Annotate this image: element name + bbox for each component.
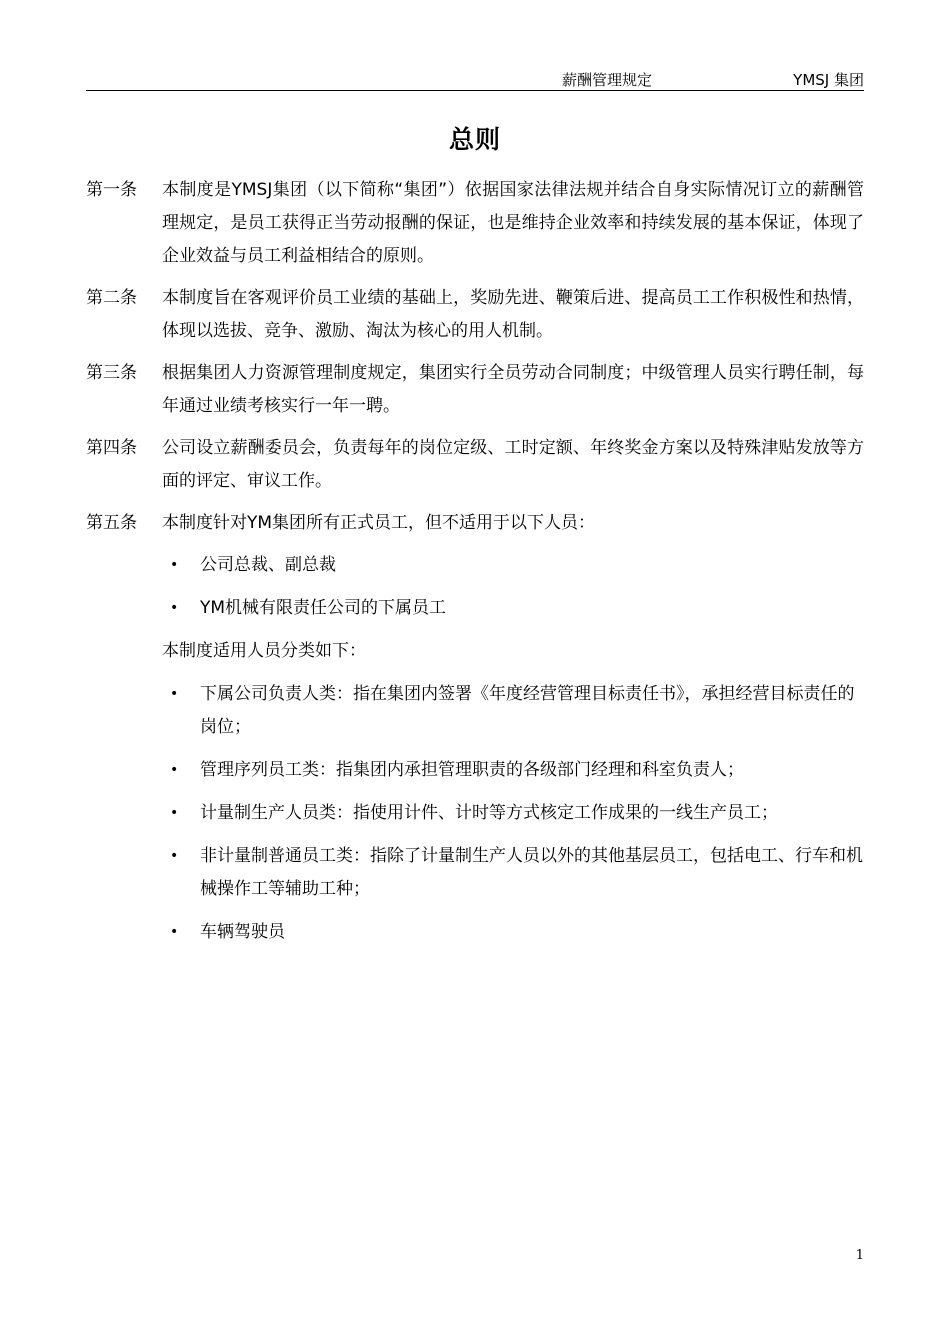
list-item-text: 管理序列员工类：指集团内承担管理职责的各级部门经理和科室负责人； (200, 760, 744, 780)
list-item-text: 非计量制普通员工类：指除了计量制生产人员以外的其他基层员工，包括电工、行车和机械操作工等辅助工种； (200, 846, 863, 899)
category-list (86, 678, 864, 949)
article-text: 本制度旨在客观评价员工业绩的基础上，奖励先进、鞭策后进、提高员工工作积极性和热情，体现以选拔、竞争、激励、淘汰为核心的用人机制。 (162, 288, 864, 341)
article-3 (86, 357, 864, 423)
article-label: 第四条 (86, 438, 137, 458)
article-label: 第三条 (86, 363, 137, 383)
bullet-icon: • (170, 600, 179, 616)
header-doc-title: 薪酬管理规定 (562, 71, 653, 89)
page-header (86, 68, 864, 91)
bullet-icon: • (170, 557, 179, 573)
article-label: 第五条 (86, 513, 137, 533)
list-item (162, 678, 864, 744)
bullet-icon: • (170, 805, 179, 821)
list-item (162, 592, 864, 625)
article-text: 公司设立薪酬委员会，负责每年的岗位定级、工时定额、年终奖金方案以及特殊津贴发放等方面的评定、审议工作。 (162, 438, 864, 491)
list-item-text: 车辆驾驶员 (200, 922, 285, 942)
article-5 (86, 507, 864, 540)
list-item (162, 797, 864, 830)
bullet-icon: • (170, 848, 179, 864)
list-item (162, 549, 864, 582)
bullet-icon: • (170, 762, 179, 778)
article-text: 本制度针对YM集团所有正式员工，但不适用于以下人员： (162, 513, 596, 533)
bullet-icon: • (170, 924, 179, 940)
excluded-list (86, 549, 864, 625)
list-item-text: 公司总裁、副总裁 (200, 555, 336, 575)
section-title: 总则 (448, 125, 501, 154)
article-1 (86, 174, 864, 273)
scope-intro: 本制度适用人员分类如下： (162, 641, 366, 661)
article-text: 本制度是YMSJ集团（以下简称“集团”）依据国家法律法规并结合自身实际情况订立的薪酬管理规定，是员工获得正当劳动报酬的保证，也是维持企业效率和持续发展的基本保证，体现了企业效益与员工利益相结合的原则。 (162, 180, 864, 266)
page-number: 1 (855, 1248, 864, 1263)
article-2 (86, 282, 864, 348)
list-item-text: 计量制生产人员类：指使用计件、计时等方式核定工作成果的一线生产员工； (200, 803, 778, 823)
header-company: YMSJ 集团 (793, 71, 864, 89)
bullet-icon: • (170, 686, 179, 702)
article-4 (86, 432, 864, 498)
list-item (162, 840, 864, 906)
article-label: 第二条 (86, 288, 137, 308)
document-body (86, 174, 864, 959)
article-text: 根据集团人力资源管理制度规定，集团实行全员劳动合同制度；中级管理人员实行聘任制，每年通过业绩考核实行一年一聘。 (162, 363, 864, 416)
list-item (162, 754, 864, 787)
list-item-text: 下属公司负责人类：指在集团内签署《年度经营管理目标责任书》，承担经营目标责任的岗位； (200, 684, 855, 737)
list-item (162, 916, 864, 949)
article-label: 第一条 (86, 180, 137, 200)
list-item-text: YM机械有限责任公司的下属员工 (200, 598, 447, 618)
